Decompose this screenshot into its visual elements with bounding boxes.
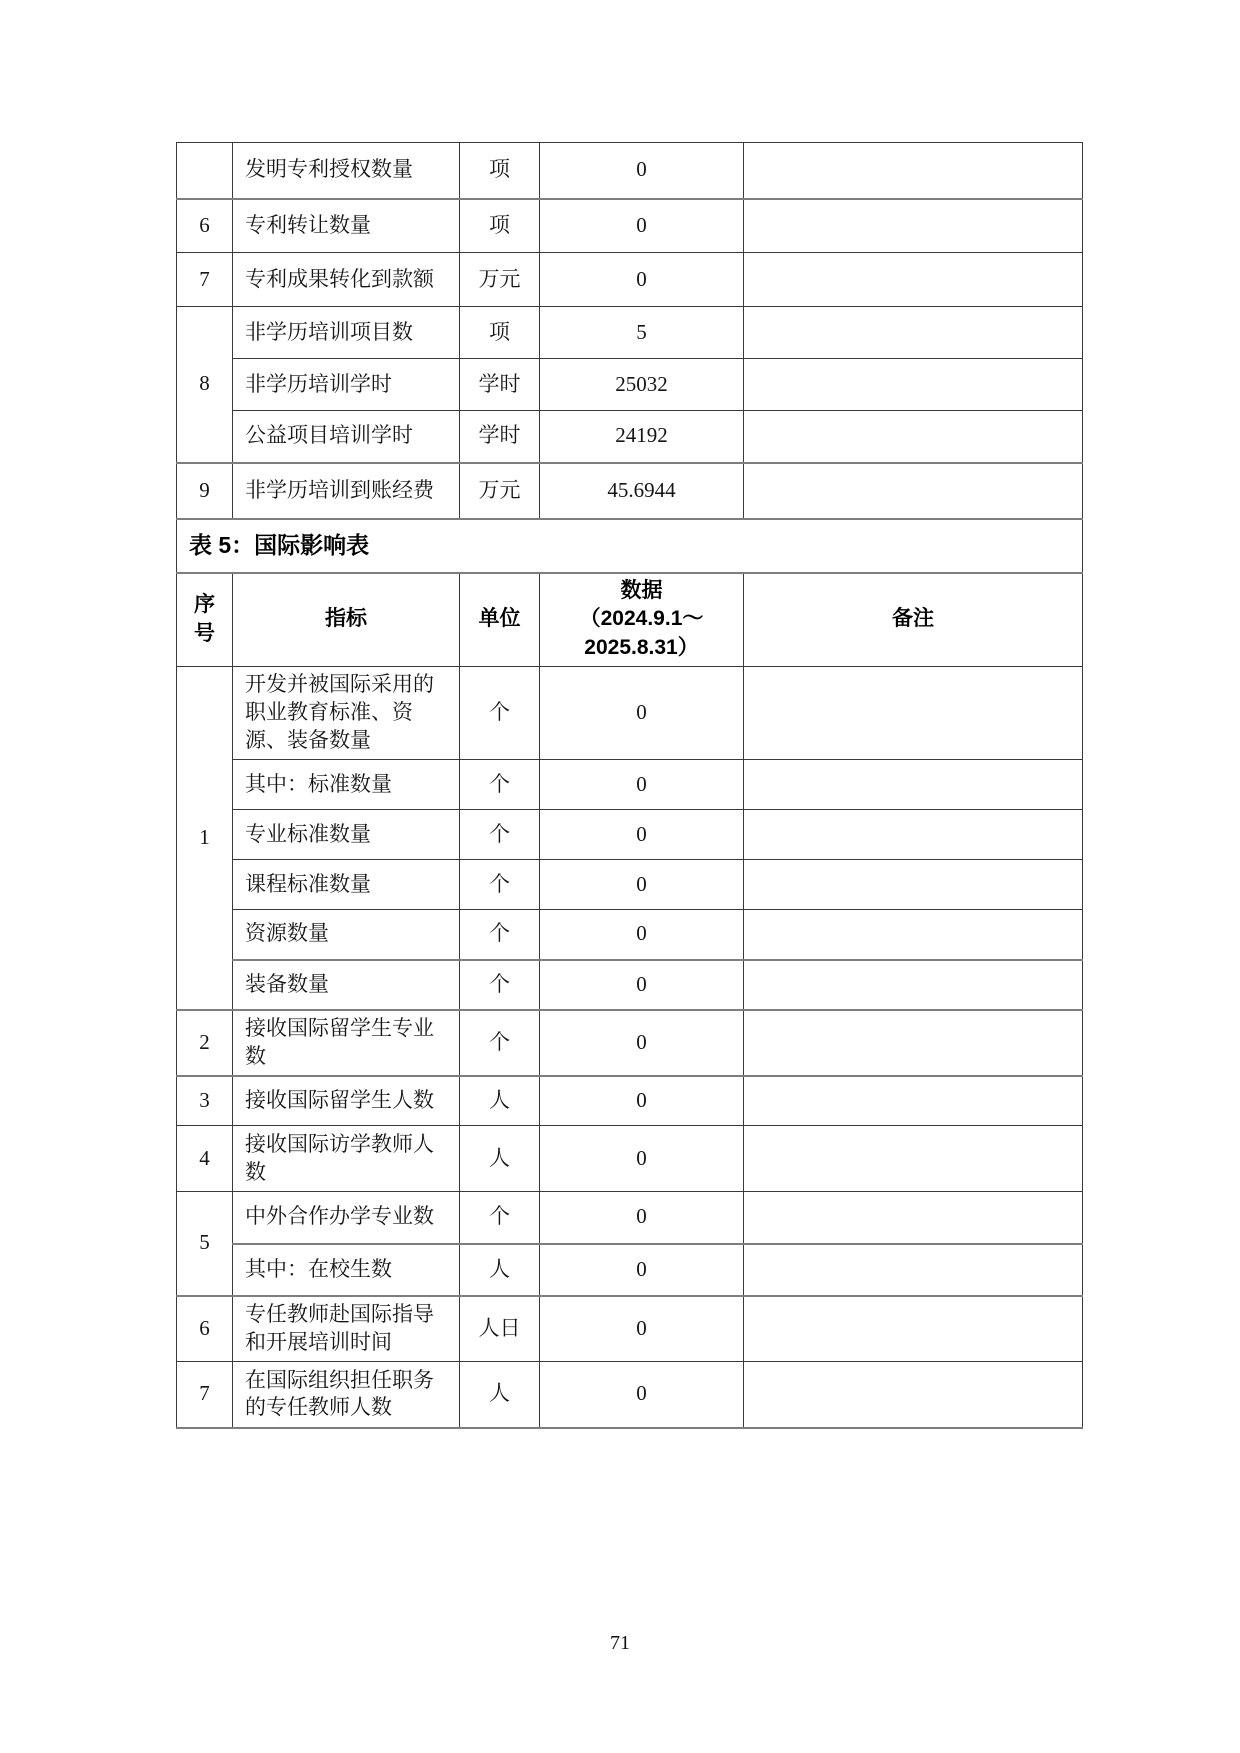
note-cell	[744, 810, 1083, 860]
table-row	[177, 359, 1083, 411]
table-row	[177, 1192, 1083, 1244]
note-cell	[744, 1362, 1083, 1428]
note-cell	[744, 143, 1083, 199]
table-row	[177, 143, 1083, 199]
note-cell	[744, 960, 1083, 1010]
note-cell	[744, 910, 1083, 960]
unit-cell: 个	[460, 1192, 540, 1244]
header-unit: 单位	[460, 573, 540, 667]
indicator-cell: 装备数量	[233, 960, 460, 1010]
note-cell	[744, 760, 1083, 810]
value-cell: 0	[540, 1192, 744, 1244]
seq-cell: 6	[177, 1296, 233, 1362]
indicator-cell: 非学历培训学时	[233, 359, 460, 411]
table-row	[177, 1296, 1083, 1362]
table-row	[177, 667, 1083, 760]
unit-cell: 万元	[460, 253, 540, 307]
unit-cell: 学时	[460, 359, 540, 411]
page-number: 71	[610, 1632, 630, 1654]
seq-cell: 1	[177, 667, 233, 1010]
indicator-cell: 其中：标准数量	[233, 760, 460, 810]
unit-cell: 人	[460, 1362, 540, 1428]
indicator-cell: 专任教师赴国际指导和开展培训时间	[233, 1296, 460, 1362]
value-cell: 0	[540, 143, 744, 199]
header-data	[540, 573, 744, 667]
note-cell	[744, 1244, 1083, 1296]
table-row	[177, 463, 1083, 519]
indicator-cell: 资源数量	[233, 910, 460, 960]
indicator-cell: 课程标准数量	[233, 860, 460, 910]
table-row	[177, 1010, 1083, 1076]
table-row	[177, 910, 1083, 960]
value-cell: 0	[540, 667, 744, 760]
indicator-cell: 专利转让数量	[233, 199, 460, 253]
value-cell: 45.6944	[540, 463, 744, 519]
indicator-cell: 在国际组织担任职务的专任教师人数	[233, 1362, 460, 1428]
table-row	[177, 1126, 1083, 1192]
unit-cell: 项	[460, 307, 540, 359]
value-cell: 0	[540, 1126, 744, 1192]
seq-cell: 2	[177, 1010, 233, 1076]
value-cell: 0	[540, 910, 744, 960]
seq-cell: 5	[177, 1192, 233, 1296]
unit-cell: 个	[460, 960, 540, 1010]
note-cell	[744, 359, 1083, 411]
seq-cell: 9	[177, 463, 233, 519]
value-cell: 0	[540, 760, 744, 810]
unit-cell: 人日	[460, 1296, 540, 1362]
value-cell: 0	[540, 253, 744, 307]
table-row	[177, 307, 1083, 359]
note-cell	[744, 307, 1083, 359]
indicator-cell: 其中：在校生数	[233, 1244, 460, 1296]
table-row	[177, 1244, 1083, 1296]
value-cell: 25032	[540, 359, 744, 411]
unit-cell: 个	[460, 810, 540, 860]
indicator-cell: 专利成果转化到款额	[233, 253, 460, 307]
note-cell	[744, 860, 1083, 910]
table5-header-row	[177, 573, 1083, 667]
seq-cell: 6	[177, 199, 233, 253]
unit-cell: 人	[460, 1126, 540, 1192]
indicator-cell: 非学历培训到账经费	[233, 463, 460, 519]
seq-cell: 4	[177, 1126, 233, 1192]
unit-cell: 万元	[460, 463, 540, 519]
header-data-line3: 2025.8.31）	[584, 636, 699, 660]
indicator-cell: 中外合作办学专业数	[233, 1192, 460, 1244]
note-cell	[744, 1076, 1083, 1126]
unit-cell: 个	[460, 860, 540, 910]
table-row	[177, 860, 1083, 910]
unit-cell: 人	[460, 1076, 540, 1126]
seq-cell: 3	[177, 1076, 233, 1126]
indicator-cell: 接收国际留学生专业数	[233, 1010, 460, 1076]
table-row	[177, 199, 1083, 253]
header-note: 备注	[744, 573, 1083, 667]
table-row	[177, 1362, 1083, 1428]
seq-cell: 7	[177, 1362, 233, 1428]
note-cell	[744, 1126, 1083, 1192]
indicator-cell: 接收国际访学教师人数	[233, 1126, 460, 1192]
note-cell	[744, 1296, 1083, 1362]
value-cell: 5	[540, 307, 744, 359]
value-cell: 0	[540, 199, 744, 253]
note-cell	[744, 199, 1083, 253]
note-cell	[744, 1010, 1083, 1076]
value-cell: 0	[540, 1362, 744, 1428]
report-table	[176, 142, 1083, 1429]
indicator-cell: 非学历培训项目数	[233, 307, 460, 359]
unit-cell: 项	[460, 199, 540, 253]
value-cell: 0	[540, 960, 744, 1010]
indicator-cell: 发明专利授权数量	[233, 143, 460, 199]
table5-title: 表 5：国际影响表	[177, 519, 1083, 573]
header-data-line2: （2024.9.1～	[579, 607, 704, 631]
note-cell	[744, 1192, 1083, 1244]
indicator-cell: 开发并被国际采用的职业教育标准、资源、装备数量	[233, 667, 460, 760]
unit-cell: 项	[460, 143, 540, 199]
unit-cell: 个	[460, 760, 540, 810]
value-cell: 0	[540, 1244, 744, 1296]
table-row	[177, 760, 1083, 810]
indicator-cell: 公益项目培训学时	[233, 411, 460, 463]
header-seq: 序号	[177, 573, 233, 667]
value-cell: 24192	[540, 411, 744, 463]
indicator-cell: 接收国际留学生人数	[233, 1076, 460, 1126]
note-cell	[744, 253, 1083, 307]
note-cell	[744, 463, 1083, 519]
table-row	[177, 810, 1083, 860]
table-row	[177, 1076, 1083, 1126]
note-cell	[744, 411, 1083, 463]
seq-cell: 8	[177, 307, 233, 463]
value-cell: 0	[540, 810, 744, 860]
table-row	[177, 960, 1083, 1010]
value-cell: 0	[540, 1010, 744, 1076]
unit-cell: 个	[460, 667, 540, 760]
header-data-line1: 数据	[620, 578, 663, 602]
unit-cell: 人	[460, 1244, 540, 1296]
seq-cell	[177, 143, 233, 199]
indicator-cell: 专业标准数量	[233, 810, 460, 860]
unit-cell: 个	[460, 910, 540, 960]
value-cell: 0	[540, 1296, 744, 1362]
table5-title-row	[177, 519, 1083, 573]
value-cell: 0	[540, 860, 744, 910]
unit-cell: 学时	[460, 411, 540, 463]
table-row	[177, 411, 1083, 463]
unit-cell: 个	[460, 1010, 540, 1076]
header-indicator: 指标	[233, 573, 460, 667]
value-cell: 0	[540, 1076, 744, 1126]
seq-cell: 7	[177, 253, 233, 307]
note-cell	[744, 667, 1083, 760]
table-row	[177, 253, 1083, 307]
